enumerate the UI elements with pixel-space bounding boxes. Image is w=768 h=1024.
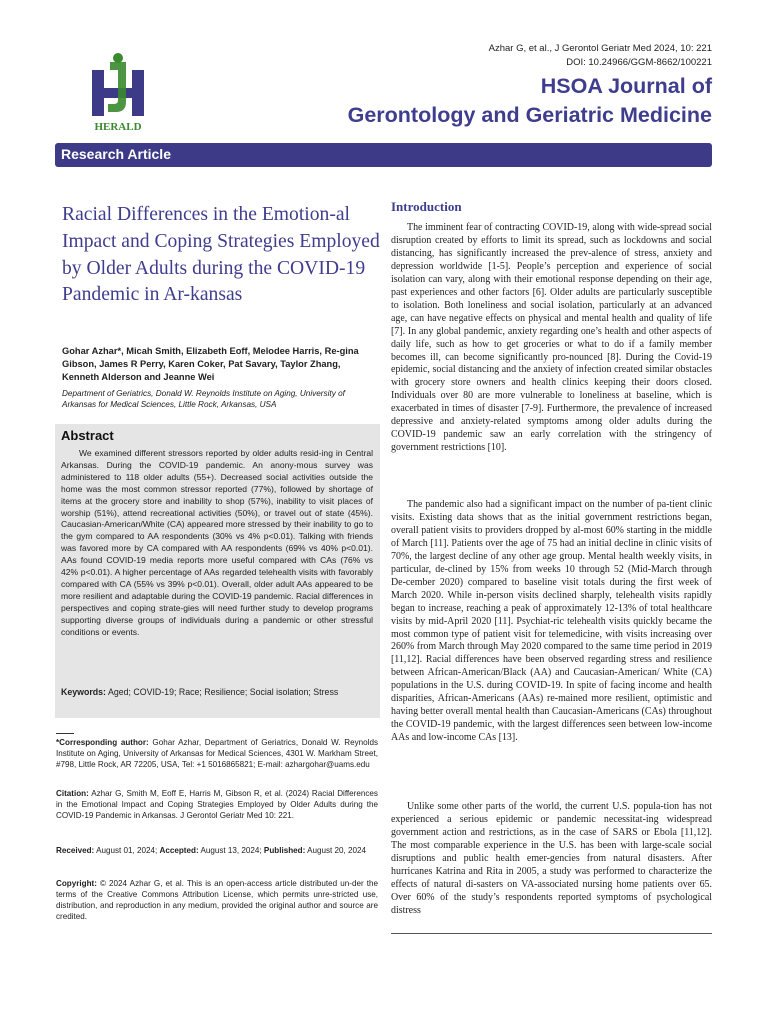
copyright-label: Copyright: — [56, 879, 97, 888]
corr-text: Gohar Azhar, Department of Geriatrics, Donald W. Reynolds Institute on Aging, University of Arkansas for Medical Sciences, 4301 W. Markham Street, #798, Little Rock, AR 72205, USA, Tel: +1 5016865821; E-mail: azhargohar@uams.edu — [56, 738, 379, 769]
introduction-heading: Introduction — [391, 199, 462, 214]
journal-title — [348, 72, 712, 130]
journal-title-line2: Gerontology and Geriatric Medicine — [347, 103, 712, 127]
citation-label: Citation: — [56, 789, 89, 798]
keywords-text: Aged; COVID-19; Race; Resilience; Social isolation; Stress — [107, 687, 339, 697]
copyright-text: © 2024 Azhar G, et al. This is an open-access article distributed un-der the terms of the Creative Commons Attribution License, which permits unre-stricted use, distribution, and reproduction in any medium, provided the original author and source are credited. — [56, 879, 378, 921]
corr-label: *Corresponding author: — [56, 738, 149, 747]
citation-line: Azhar G, et al., J Gerontol Geriatr Med 2024, 10: 221 — [488, 43, 712, 54]
logo-dot — [113, 53, 123, 63]
abstract-heading: Abstract — [61, 428, 114, 443]
page-bottom-rule — [391, 933, 712, 934]
accepted-label: Accepted: — [159, 846, 199, 855]
herald-logo — [86, 52, 150, 134]
dates-note — [56, 845, 378, 856]
abstract-box — [55, 424, 380, 718]
doi-line: DOI: 10.24966/GGM-8662/100221 — [566, 57, 712, 68]
citation-text: Azhar G, Smith M, Eoff E, Harris M, Gibson R, et al. (2024) Racial Differences in the Emotional Impact and Coping Strategies Employed by Older Adults during the COVID-19 Pandemic in Arkansas. J Gerontol Geriatr Med 10: 221. — [56, 789, 378, 820]
received-date: August 01, 2024; — [96, 846, 158, 855]
footnote-rule — [56, 733, 74, 734]
section-bar — [55, 143, 712, 167]
received-label: Received: — [56, 846, 95, 855]
author-list: Gohar Azhar*, Micah Smith, Elizabeth Eoff, Melodee Harris, Re-gina Gibson, James R Perry, Karen Coker, Pat Savary, Taylor Zhang, Kenneth Alderson and Jeanne Wei — [62, 346, 359, 382]
corresponding-author — [56, 737, 378, 770]
abstract-body: We examined different stressors reported by older adults resid-ing in Central Arkansas. During the COVID-19 pandemic. An anony-mous survey was administered to 118 older adults (55+). Decreased social activities outside the home was the most common stressor reported (77%), followed by shortage of items at the grocery store and inability to shop (57%), inability to visit places of worship (51%), attend recreational activities (50%), or travel out of state (45%). Caucasian-American/White (CA) appeared more stressed by their inability to go to the gym compared to AA respondents (30% vs 4% p<0.01). Talking with friends was favored more by CA compared with AA respondents (69% vs 40% p<0.01). AAs found COVID-19 media reports more useful compared with CAs (76% vs 42% p<0.01). A higher percentage of AAs regarded telehealth visits with favorably compared with CA (55% vs 39% p<0.01). Overall, older adult AAs appeared to be more resilient and adaptable during the COVID-19 pandemic. Racial differences in perspectives and coping strate-gies will need further study to develop programs supporting diverse groups of individuals during a pandemic or other stressful conditions or events. — [61, 448, 373, 637]
accepted-date: August 13, 2024; — [200, 846, 262, 855]
keywords — [61, 686, 373, 699]
copyright-note — [56, 878, 378, 922]
article-title: Racial Differences in the Emotion-al Impact and Coping Strategies Employed by Older Adults during the COVID-19 Pandemic in Ar-kansas — [62, 204, 380, 306]
citation-header — [489, 42, 712, 70]
keywords-label: Keywords: — [61, 687, 106, 697]
journal-title-line1: HSOA Journal of — [540, 74, 712, 98]
citation-note — [56, 788, 378, 821]
intro-paragraph-3: Unlike some other parts of the world, the current U.S. popula-tion has not experienced a serious epidemic or pandemic necessitat-ing widespread government action and restrictions, as in the case of SARS or Ebola [11,12]. The most comparable experience in the U.S. has been with large-scale social disruptions and public health emer-gencies from natural disasters. After hurricanes Katrina and Rita in 2005, a study was performed to characterize the effects of natural di-sasters on VA-associated nursing home patients over 65. Over 60% of the study’s respondents reported symptoms of psychological distress — [391, 801, 712, 916]
intro-paragraph-1: The imminent fear of contracting COVID-19, along with wide-spread social disruption created by efforts to limit its spread, such as lockdowns and social distancing, has significantly increased the prev-alence of stress, anxiety and depression worldwide [1-5]. People’s perception and experience of social isolation can vary, along with their emotional response depending on their age, past experiences and other factors [6]. Older adults are particularly susceptible to isolation. Both loneliness and social isolation, particularly at an advanced age, can have negative effects on physical and mental health and quality of life [7]. In any global pandemic, anxiety regarding one’s health and other aspects of daily life, such as how to get groceries or what to do if a family member becomes ill, can become significantly pro-nounced [8]. During the Covid-19 epidemic, social distancing and the anxiety of infection created similar obstacles with grocery store owners and health clinics keeping their doors closed. Individuals over 80 are more vulnerable to loneliness at baseline, which is exacerbated in times of disaster [7-9]. Furthermore, the prevalence of increased depressive and anxiety-related symptoms among older adults during the COVID-19 pandemic saw an early correlation with the stringency of government restrictions [10]. — [391, 222, 712, 454]
published-date: August 20, 2024 — [307, 846, 367, 855]
logo-text: HERALD — [94, 121, 142, 133]
logo-j-shape — [108, 62, 126, 112]
published-label: Published: — [263, 846, 306, 855]
affiliation: Department of Geriatrics, Donald W. Reynolds Institute on Aging, University of Arkansas for Medical Sciences, Little Rock, Arkansas, USA — [62, 389, 345, 409]
intro-paragraph-2: The pandemic also had a significant impact on the number of pa-tient clinic visits. Existing data shows that as the initial government restrictions began, overall patient visits to providers dropped by al-most 60% starting in the middle of March [11]. Patients over the age of 75 had an initial decline in clinic visits of 70%, the largest decline of any other age group. Mental health weekly visits, in particular, de-clined by 15% from weeks 10 through 52 (Mid-March through De-cember 2020) compared to baseline visit totals during the first week of March 2020. While in-person visits declined sharply, telehealth visits rapidly began to increase, reaching a peak of approximately 12-13% of total healthcare visits by mid-April 2020 [11]. Psychiat-ric telehealth visits quickly became the most common type of patient visit for telemedicine, with visits increasing over 260% from March through May 2020 compared to the same time period in 2019 [11,12]. Racial differences have been observed regarding stress and resilience between African-American/Black (AA) and Caucasian-American/ White (CA) populations in the U.S. during COVID-19. In spite of facing income and health disparities, African-Americans (AAs) re-mained more resilient, optimistic and having better overall mental health than Caucasian-Americans (CAs) throughout the COVID-19 pandemic, with the largest differences seen between low-income AAs and low-income CAs [13]. — [391, 499, 712, 744]
section-label: Research Article — [61, 146, 171, 162]
